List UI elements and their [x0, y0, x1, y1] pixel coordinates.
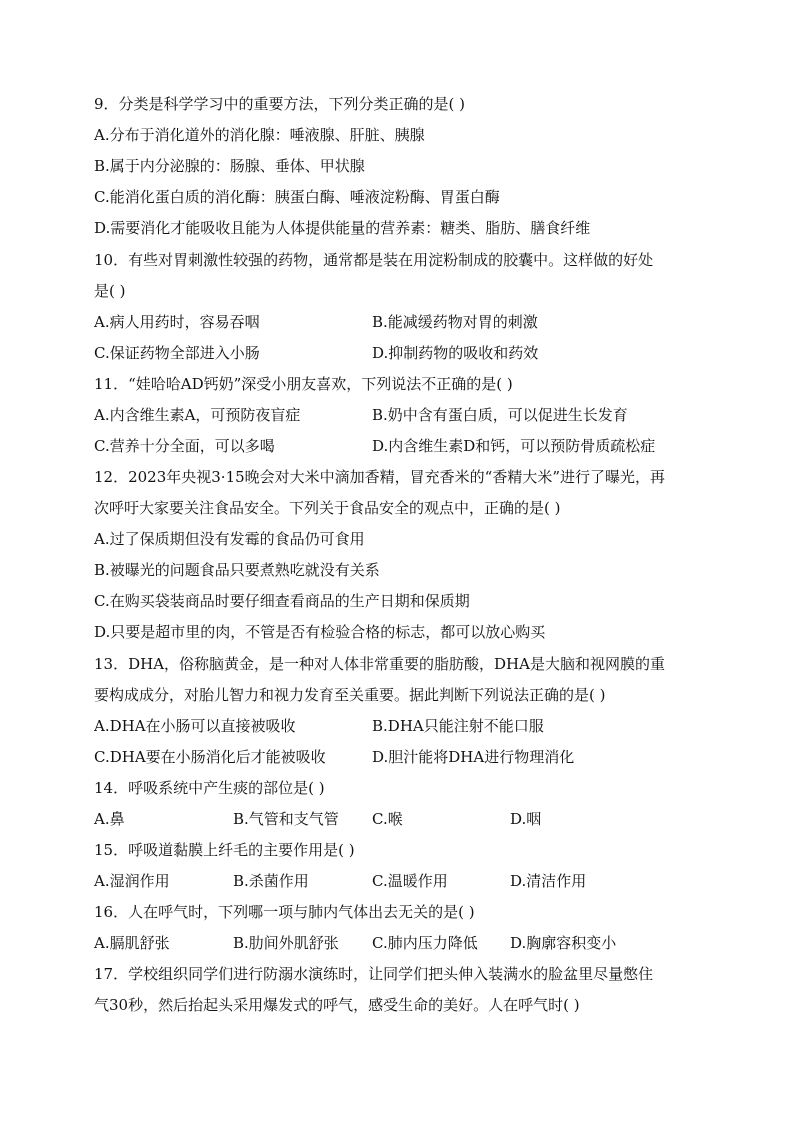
- question-15-option-a: A.湿润作用: [94, 872, 170, 890]
- question-12-stem-line2: 次呼吁大家要关注食品安全。下列关于食品安全的观点中，正确的是( ): [94, 499, 561, 517]
- question-13-option-a: A.DHA在小肠可以直接被吸收: [94, 717, 296, 735]
- question-9-stem: 9．分类是科学学习中的重要方法，下列分类正确的是( ): [94, 95, 466, 113]
- question-9-option-a: A.分布于消化道外的消化腺：唾液腺、肝脏、胰腺: [94, 126, 425, 144]
- question-16-option-d: D.胸廓容积变小: [510, 934, 617, 952]
- question-15-stem: 15．呼吸道黏膜上纤毛的主要作用是( ): [94, 841, 355, 859]
- question-16-stem: 16．人在呼气时，下列哪一项与肺内气体出去无关的是( ): [94, 903, 475, 921]
- question-13-option-d: D.胆汁能将DHA进行物理消化: [372, 748, 575, 766]
- question-14-option-a: A.鼻: [94, 810, 125, 828]
- question-9-option-c: C.能消化蛋白质的消化酶：胰蛋白酶、唾液淀粉酶、胃蛋白酶: [94, 188, 500, 206]
- question-13-stem-line1: 13．DHA，俗称脑黄金，是一种对人体非常重要的脂肪酸，DHA是大脑和视网膜的重: [94, 655, 665, 673]
- question-15-option-b: B.杀菌作用: [233, 872, 309, 890]
- question-12-option-b: B.被曝光的问题食品只要煮熟吃就没有关系: [94, 561, 380, 579]
- question-14-stem: 14．呼吸系统中产生痰的部位是( ): [94, 779, 325, 797]
- question-12-option-c: C.在购买袋装商品时要仔细查看商品的生产日期和保质期: [94, 592, 470, 610]
- question-14-option-d: D.咽: [510, 810, 542, 828]
- question-12-option-a: A.过了保质期但没有发霉的食品仍可食用: [94, 530, 365, 548]
- question-12-option-d: D.只要是超市里的肉，不管是否有检验合格的标志，都可以放心购买: [94, 623, 546, 641]
- question-10-stem-line1: 10．有些对胃刺激性较强的药物，通常都是装在用淀粉制成的胶囊中。这样做的好处: [94, 251, 654, 269]
- question-10-stem-line2: 是( ): [94, 282, 126, 300]
- question-15-option-d: D.清洁作用: [510, 872, 587, 890]
- question-12-stem-line1: 12．2023年央视3·15晚会对大米中滴加香精，冒充香米的“香精大米”进行了曝光，再: [94, 468, 665, 486]
- question-10-option-b: B.能减缓药物对胃的刺激: [372, 313, 538, 331]
- question-16-option-c: C.肺内压力降低: [372, 934, 478, 952]
- question-9-option-d: D.需要消化才能吸收且能为人体提供能量的营养素：糖类、脂肪、膳食纤维: [94, 219, 591, 237]
- question-9-option-b: B.属于内分泌腺的：肠腺、垂体、甲状腺: [94, 157, 365, 175]
- question-10-option-d: D.抑制药物的吸收和药效: [372, 344, 539, 362]
- question-17-stem-line2: 气30秒，然后抬起头采用爆发式的呼气，感受生命的美好。人在呼气时( ): [94, 996, 580, 1014]
- question-17-stem-line1: 17．学校组织同学们进行防溺水演练时，让同学们把头伸入装满水的脸盆里尽量憋住: [94, 965, 654, 983]
- question-10-option-a: A.病人用药时，容易吞咽: [94, 313, 260, 331]
- question-10-option-c: C.保证药物全部进入小肠: [94, 344, 260, 362]
- question-16-option-b: B.肋间外肌舒张: [233, 934, 339, 952]
- question-16-option-a: A.膈肌舒张: [94, 934, 170, 952]
- question-14-option-c: C.喉: [372, 810, 403, 828]
- question-13-stem-line2: 要构成成分，对胎儿智力和视力发育至关重要。据此判断下列说法正确的是( ): [94, 686, 606, 704]
- question-13-option-c: C.DHA要在小肠消化后才能被吸收: [94, 748, 326, 766]
- question-13-option-b: B.DHA只能注射不能口服: [372, 717, 544, 735]
- question-11-option-a: A.内含维生素A，可预防夜盲症: [94, 406, 301, 424]
- question-11-option-d: D.内含维生素D和钙，可以预防骨质疏松症: [372, 437, 656, 455]
- question-14-option-b: B.气管和支气管: [233, 810, 339, 828]
- question-15-option-c: C.温暖作用: [372, 872, 448, 890]
- question-11-option-c: C.营养十分全面，可以多喝: [94, 437, 275, 455]
- question-11-stem: 11．“娃哈哈AD钙奶”深受小朋友喜欢，下列说法不正确的是( ): [94, 375, 513, 393]
- question-11-option-b: B.奶中含有蛋白质，可以促进生长发育: [372, 406, 628, 424]
